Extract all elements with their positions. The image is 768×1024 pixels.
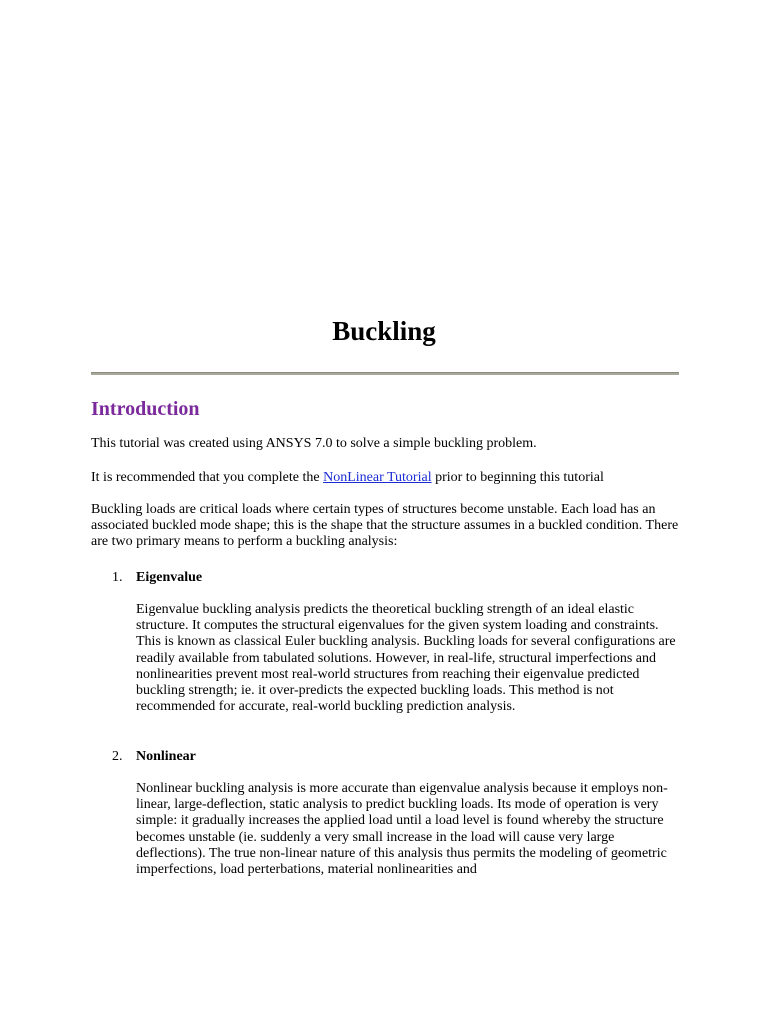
section-heading-introduction: Introduction	[91, 398, 200, 420]
recommend-text-after: prior to beginning this tutorial	[431, 470, 604, 485]
recommend-paragraph	[91, 470, 683, 486]
list-item-number: 1.	[112, 570, 123, 585]
list-item-title-eigenvalue: Eigenvalue	[136, 570, 203, 585]
horizontal-rule	[91, 372, 679, 375]
recommend-text-before: It is recommended that you complete the	[91, 470, 324, 485]
intro-paragraph: This tutorial was created using ANSYS 7.0 to solve a simple buckling problem.	[91, 436, 537, 451]
list-item-number: 2.	[112, 749, 123, 764]
buckling-paragraph: Buckling loads are critical loads where certain types of structures become unstable. Each load has an associated buckled mode shape; this is the shape that the structure assumes in a buckled condition. There are two primary means to perform a buckling analysis:	[91, 502, 679, 550]
list-item-title-nonlinear: Nonlinear	[136, 749, 196, 764]
page-title: Buckling	[332, 316, 436, 346]
list-item-body-eigenvalue: Eigenvalue buckling analysis predicts the theoretical buckling strength of an ideal elastic structure. It computes the structural eigenvalues for the given system loading and constraints. This is known as classical Euler buckling analysis. Buckling loads for several configurations are readily available from tabulated solutions. However, in real-life, structural imperfections and nonlinearities prevent most real-world structures from reaching their eigenvalue predicted buckling strength; ie. it over-predicts the expected buckling loads. This method is not recommended for accurate, real-world buckling prediction analysis.	[136, 602, 676, 715]
list-item-body-nonlinear: Nonlinear buckling analysis is more accurate than eigenvalue analysis because it employs non-linear, large-deflection, static analysis to predict buckling loads. Its mode of operation is very simple: it gradually increases the applied load until a load level is found whereby the structure becomes unstable (ie. suddenly a very small increase in the load will cause very large deflections). The true non-linear nature of this analysis thus permits the modeling of geometric imperfections, load perterbations, material nonlinearities and	[136, 781, 668, 878]
nonlinear-tutorial-link[interactable]: NonLinear Tutorial	[323, 470, 432, 485]
